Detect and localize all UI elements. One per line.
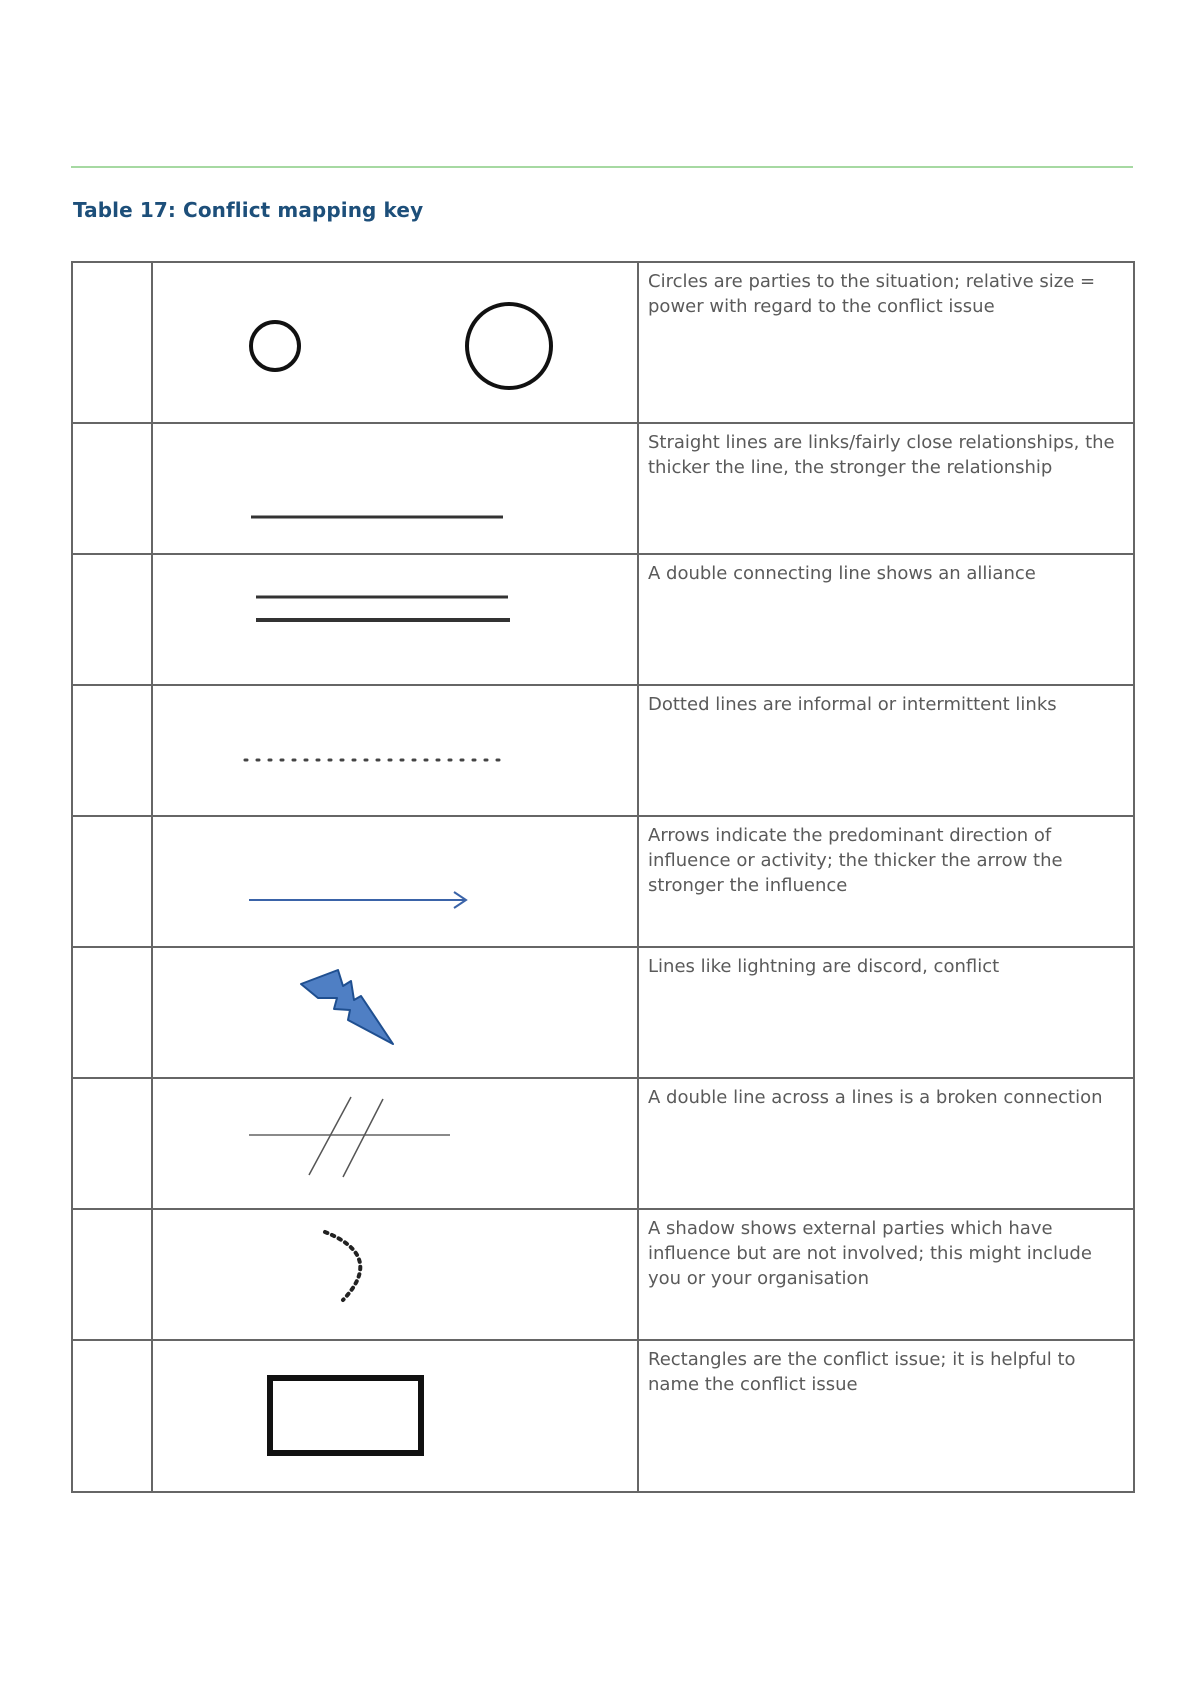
row-number-cell: [72, 554, 152, 685]
row-number-cell: [72, 1340, 152, 1492]
description-cell: [638, 423, 1134, 554]
symbol-cell: [152, 423, 638, 554]
lightning-icon: [153, 948, 639, 1079]
description-cell: [638, 1340, 1134, 1492]
description-cell: [638, 1078, 1134, 1209]
symbol-cell: [152, 1078, 638, 1209]
broken-connection-icon: [153, 1079, 639, 1210]
header-rule: [71, 166, 1133, 168]
row-number-cell: [72, 947, 152, 1078]
description-text: A shadow shows external parties which have influence but are not involved; this might include you or your organisation: [648, 1218, 1092, 1289]
description-cell: [638, 947, 1134, 1078]
table-row: [72, 423, 1134, 554]
arrow-icon: [153, 817, 639, 948]
row-number-cell: [72, 1078, 152, 1209]
description-cell: [638, 262, 1134, 423]
row-number-cell: [72, 423, 152, 554]
symbol-cell: [152, 685, 638, 816]
description-text: Lines like lightning are discord, conflict: [648, 956, 1000, 977]
table-row: [72, 685, 1134, 816]
description-text: Arrows indicate the predominant direction of influence or activity; the thicker the arrow the stronger the influence: [648, 825, 1063, 896]
symbol-cell: [152, 262, 638, 423]
table-row: [72, 554, 1134, 685]
description-text: Straight lines are links/fairly close relationships, the thicker the line, the stronger the relationship: [648, 432, 1115, 478]
straight-line-icon: [153, 424, 639, 555]
symbol-cell: [152, 947, 638, 1078]
table-row: [72, 1078, 1134, 1209]
table-row: [72, 816, 1134, 947]
row-number-cell: [72, 685, 152, 816]
description-cell: [638, 554, 1134, 685]
double-line-icon: [153, 555, 639, 686]
description-cell: [638, 685, 1134, 816]
symbol-cell: [152, 816, 638, 947]
dotted-line-icon: [153, 686, 639, 817]
row-number-cell: [72, 1209, 152, 1340]
description-text: Dotted lines are informal or intermittent links: [648, 694, 1057, 715]
description-cell: [638, 816, 1134, 947]
table-row: [72, 262, 1134, 423]
table-title: Table 17: Conflict mapping key: [73, 198, 424, 222]
description-text: A double line across a lines is a broken connection: [648, 1087, 1103, 1108]
rectangle-icon: [153, 1341, 639, 1493]
symbol-cell: [152, 554, 638, 685]
table-row: [72, 947, 1134, 1078]
description-cell: [638, 1209, 1134, 1340]
row-number-cell: [72, 262, 152, 423]
symbol-cell: [152, 1209, 638, 1340]
description-text: Circles are parties to the situation; relative size = power with regard to the conflict issue: [648, 271, 1096, 317]
description-text: Rectangles are the conflict issue; it is helpful to name the conflict issue: [648, 1349, 1076, 1395]
conflict-mapping-key-table: [71, 261, 1135, 1493]
table-row: [72, 1340, 1134, 1492]
shadow-arc-icon: [153, 1210, 639, 1341]
description-text: A double connecting line shows an alliance: [648, 563, 1036, 584]
symbol-cell: [152, 1340, 638, 1492]
table-row: [72, 1209, 1134, 1340]
circles-icon: [153, 263, 639, 424]
row-number-cell: [72, 816, 152, 947]
